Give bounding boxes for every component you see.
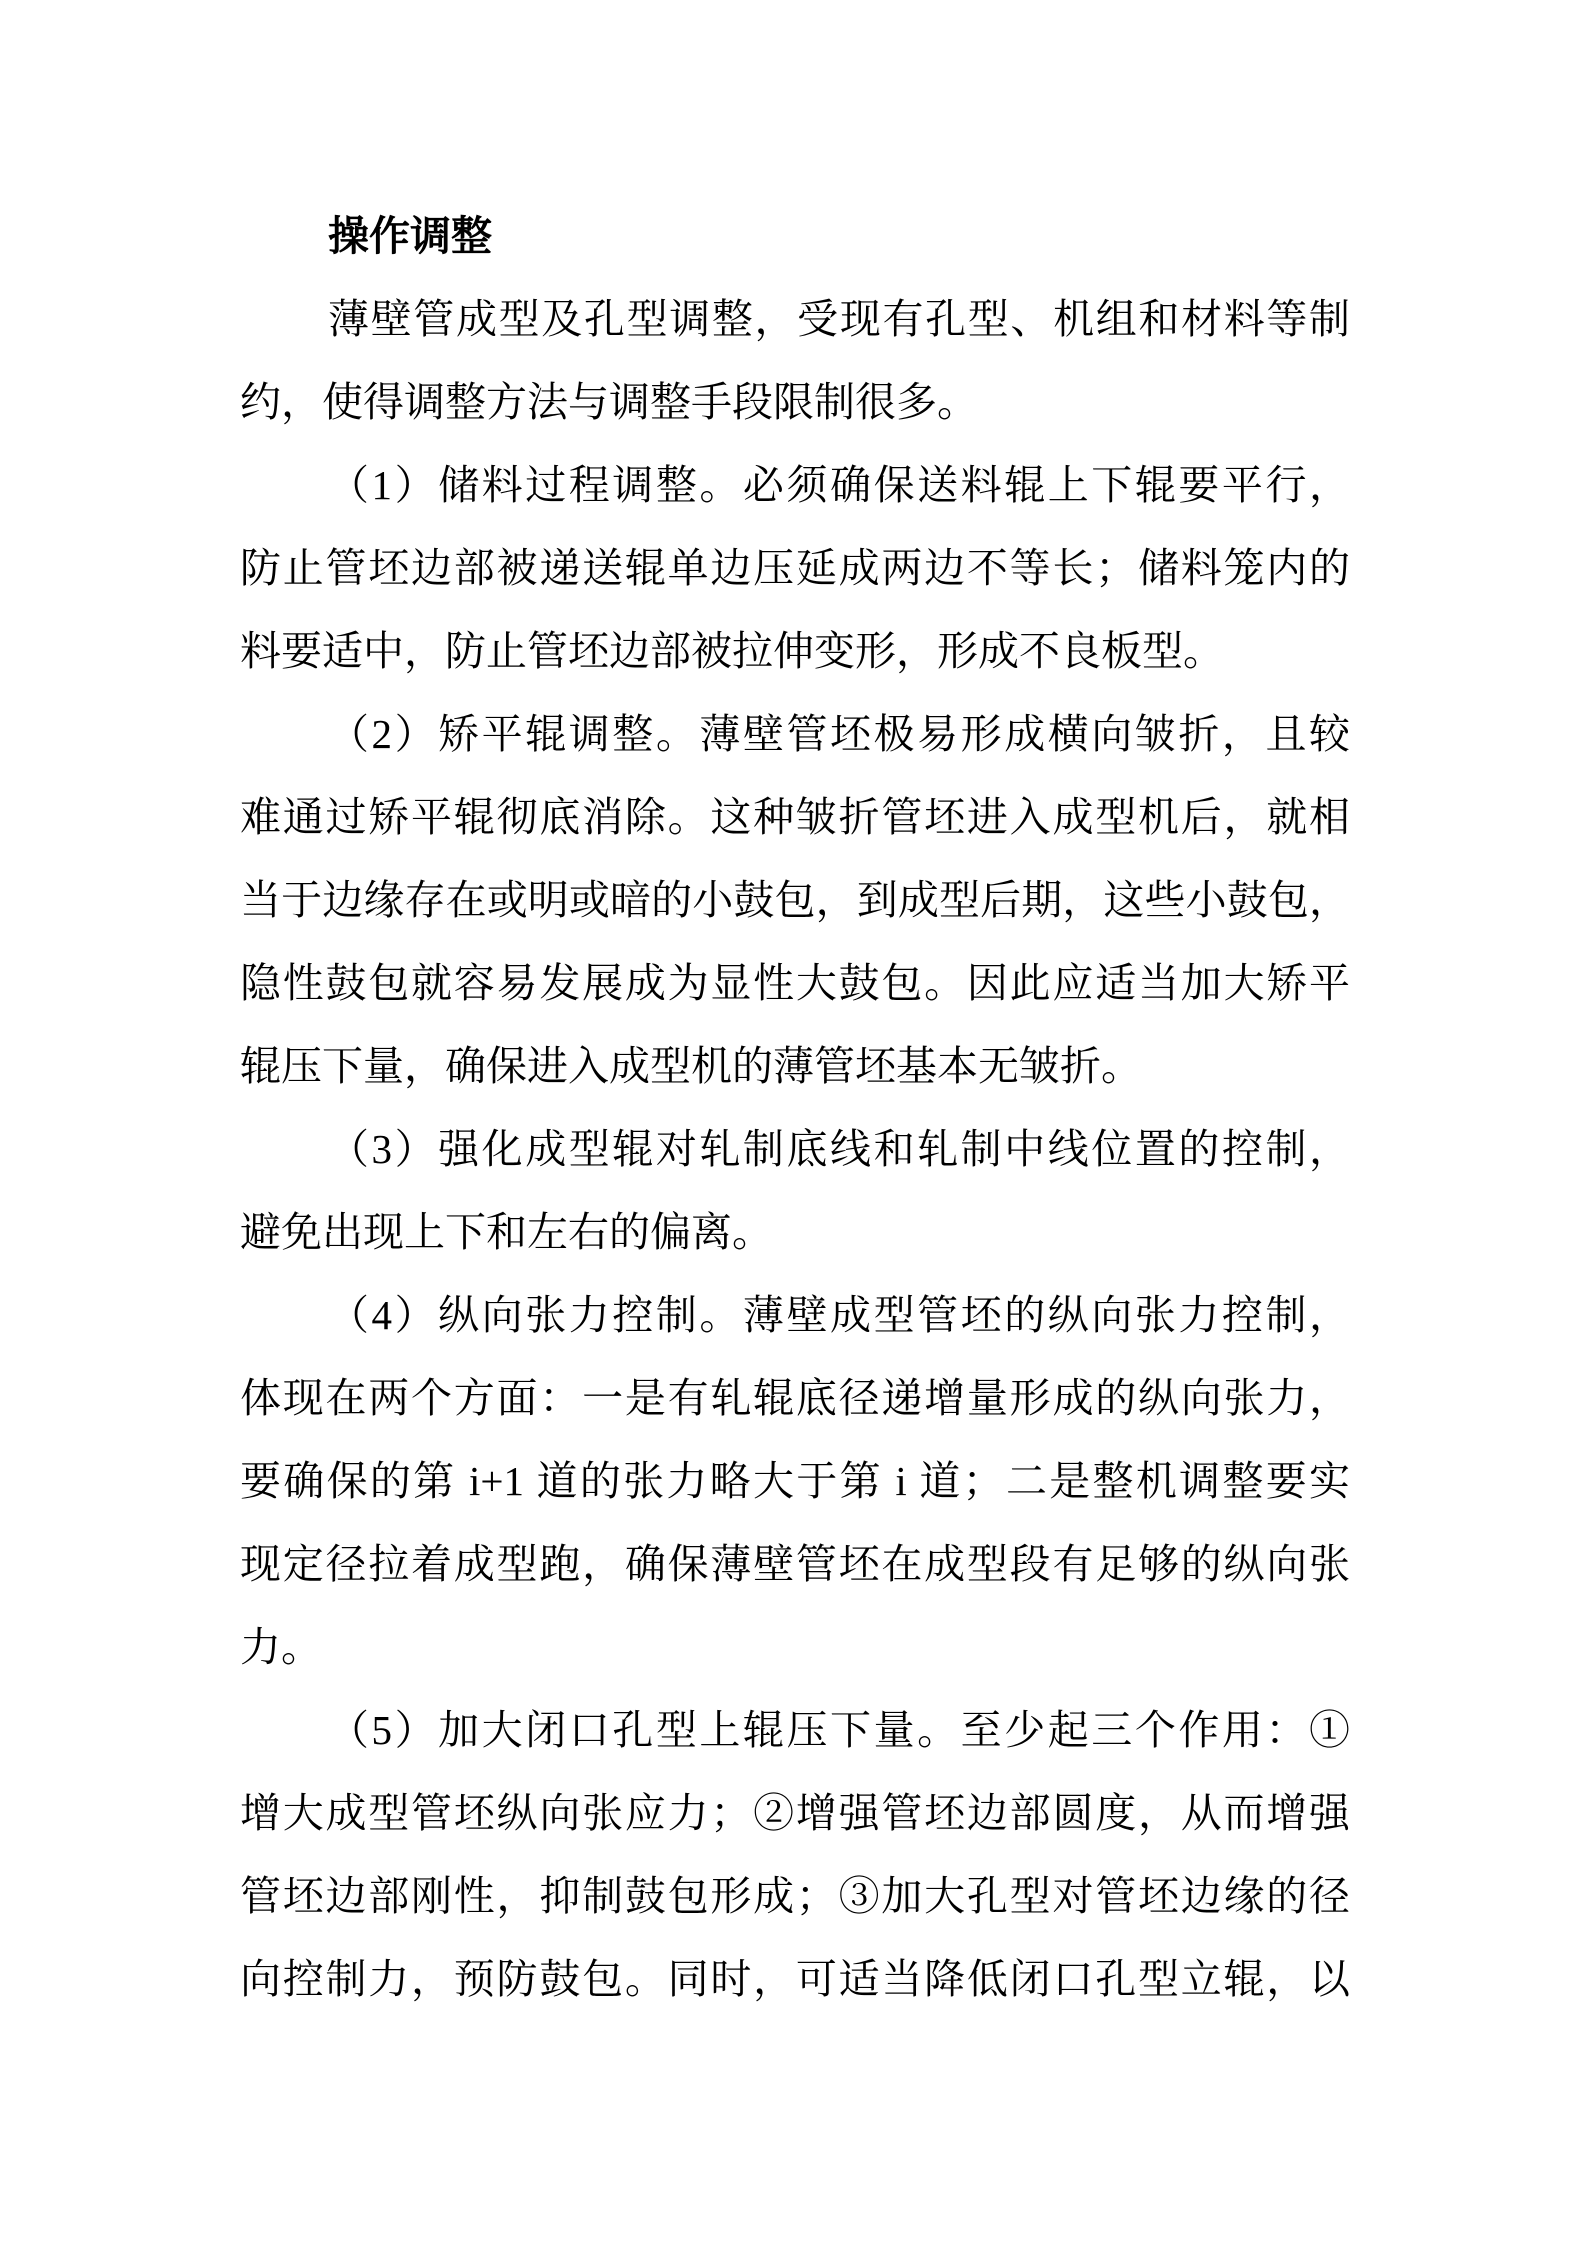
text-line: （2）矫平辊调整。薄壁管坯极易形成横向皱折，且较 — [328, 711, 1350, 757]
text-line: 向控制力，预防鼓包。同时，可适当降低闭口孔型立辊，以 — [240, 1956, 1350, 2002]
text-line: 辊压下量，确保进入成型机的薄管坯基本无皱折。 — [240, 1043, 1142, 1089]
text-line: 约，使得调整方法与调整手段限制很多。 — [240, 379, 978, 425]
text-line: 避免出现上下和左右的偏离。 — [240, 1209, 773, 1255]
text-line: （3）强化成型辊对轧制底线和轧制中线位置的控制， — [328, 1126, 1350, 1172]
text-line: 料要适中，防止管坯边部被拉伸变形，形成不良板型。 — [240, 628, 1224, 674]
text-line: 力。 — [240, 1624, 322, 1670]
text-line: 管坯边部刚性，抑制鼓包形成；③加大孔型对管坯边缘的径 — [240, 1873, 1350, 1919]
document-text-block — [240, 195, 1350, 2021]
text-line: 隐性鼓包就容易发展成为显性大鼓包。因此应适当加大矫平 — [240, 960, 1350, 1006]
text-line: 体现在两个方面：一是有轧辊底径递增量形成的纵向张力， — [240, 1375, 1350, 1421]
text-line: 要确保的第 i+1 道的张力略大于第 i 道；二是整机调整要实 — [240, 1458, 1350, 1504]
text-line: 薄壁管成型及孔型调整，受现有孔型、机组和材料等制 — [328, 296, 1350, 342]
document-body — [240, 278, 1350, 2021]
text-line: （4）纵向张力控制。薄壁成型管坯的纵向张力控制， — [328, 1292, 1350, 1338]
text-line: （5）加大闭口孔型上辊压下量。至少起三个作用：① — [328, 1707, 1350, 1753]
text-line: 防止管坯边部被递送辊单边压延成两边不等长；储料笼内的 — [240, 545, 1350, 591]
text-line: 难通过矫平辊彻底消除。这种皱折管坯进入成型机后，就相 — [240, 794, 1350, 840]
text-line: 增大成型管坯纵向张应力；②增强管坯边部圆度，从而增强 — [240, 1790, 1350, 1836]
text-line: （1）储料过程调整。必须确保送料辊上下辊要平行， — [328, 462, 1350, 508]
text-line: 现定径拉着成型跑，确保薄壁管坯在成型段有足够的纵向张 — [240, 1541, 1350, 1587]
text-line: 当于边缘存在或明或暗的小鼓包，到成型后期，这些小鼓包， — [240, 877, 1350, 923]
document-heading: 操作调整 — [328, 213, 492, 259]
